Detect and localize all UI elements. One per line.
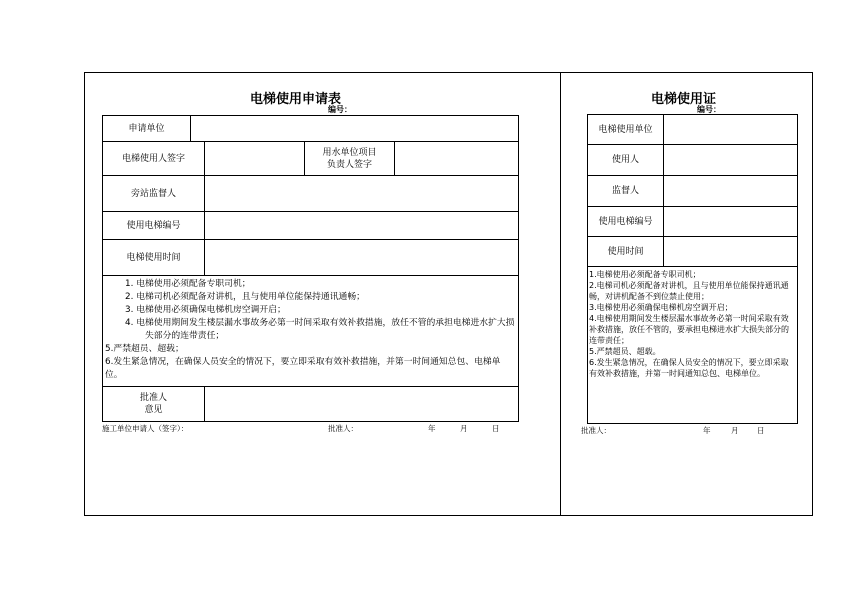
left-month-label: 月 [460, 424, 468, 433]
left-year-label: 年 [428, 424, 436, 433]
water-project-signature-label [305, 142, 395, 176]
right-user-label: 使用人 [588, 145, 664, 176]
usage-time-label: 电梯使用时间 [103, 240, 205, 276]
rule-item: 4.电梯使用期间发生楼层漏水事故务必第一时间采取有效补救措施，放任不管的，要承担电梯进水扩大损失部分的连带责任； [589, 314, 789, 345]
water-project-signature-field[interactable] [395, 142, 519, 176]
rule-item: 3. 电梯使用必须确保电梯机房空调开启； [125, 305, 286, 315]
rule-item: 2.电梯司机必须配备对讲机，且与使用单位能保持通讯通畅，对讲机配备不到位禁止使用； [589, 281, 789, 301]
approver-opinion-line2: 意见 [144, 405, 163, 415]
rule-item: 1. 电梯使用必须配备专职司机； [125, 279, 251, 289]
applicant-sign-label: 施工单位申请人（签字）： [102, 424, 189, 433]
rule-item: 2. 电梯司机必须配备对讲机，且与使用单位能保持通讯通畅； [125, 292, 365, 302]
right-month-label: 月 [731, 426, 739, 435]
right-supervisor-label: 监督人 [588, 176, 664, 207]
rule-item: 3.电梯使用必须确保电梯机房空调开启； [589, 303, 733, 312]
rule-item: 5.严禁超员、超载。 [589, 347, 661, 356]
rule-item: 4. 电梯使用期间发生楼层漏水事故务必第一时间采取有效补救措施，放任不管的承担电梯进水扩大损失部分的连带责任； [125, 318, 515, 341]
right-elevator-number-label: 使用电梯编号 [588, 207, 664, 237]
right-day-label: 日 [757, 426, 765, 435]
rule-item: 6.发生紧急情况，在确保人员安全的情况下，要立即采取有效补救措施，并第一时间通知总包、电梯单位。 [589, 358, 789, 378]
approver-opinion-field[interactable] [205, 387, 519, 422]
elevator-number-field[interactable] [205, 212, 519, 240]
right-unit-label: 电梯使用单位 [588, 115, 664, 145]
water-project-line1: 用水单位项目 [322, 147, 377, 158]
form-divider [560, 72, 561, 516]
supervisor-label: 旁站监督人 [103, 176, 205, 212]
right-form-table [587, 114, 798, 424]
usage-time-field[interactable] [205, 240, 519, 276]
left-form-number-label: 编号： [328, 105, 352, 114]
right-approver-label: 批准人： [581, 426, 611, 435]
right-usage-rules [588, 267, 798, 424]
left-form-table [102, 115, 519, 422]
applicant-unit-field[interactable] [191, 116, 519, 142]
applicant-unit-label: 申请单位 [103, 116, 191, 142]
right-year-label: 年 [703, 426, 711, 435]
supervisor-field[interactable] [205, 176, 519, 212]
user-signature-label: 电梯使用人签字 [103, 142, 205, 176]
left-approver-label: 批准人： [328, 424, 358, 433]
approver-opinion-label [103, 387, 205, 422]
elevator-number-label: 使用电梯编号 [103, 212, 205, 240]
left-day-label: 日 [492, 424, 500, 433]
usage-rules [103, 276, 519, 387]
right-supervisor-field[interactable] [664, 176, 798, 207]
water-project-line2: 负责人签字 [326, 159, 372, 170]
rule-item: 1.电梯使用必须配备专职司机； [589, 270, 701, 279]
right-user-field[interactable] [664, 145, 798, 176]
rule-item: 5.严禁超员、超载； [105, 344, 184, 354]
right-elevator-number-field[interactable] [664, 207, 798, 237]
approver-opinion-line1: 批准人 [139, 393, 167, 403]
user-signature-field[interactable] [205, 142, 305, 176]
right-form-title: 电梯使用证 [651, 92, 717, 107]
right-unit-field[interactable] [664, 115, 798, 145]
right-usage-time-field[interactable] [664, 237, 798, 267]
right-usage-time-label: 使用时间 [588, 237, 664, 267]
rule-item: 6.发生紧急情况，在确保人员安全的情况下，要立即采取有效补救措施，并第一时间通知总包、电梯单位。 [105, 357, 501, 380]
left-form-title: 电梯使用申请表 [250, 92, 342, 107]
right-form-number-label: 编号： [697, 105, 721, 114]
